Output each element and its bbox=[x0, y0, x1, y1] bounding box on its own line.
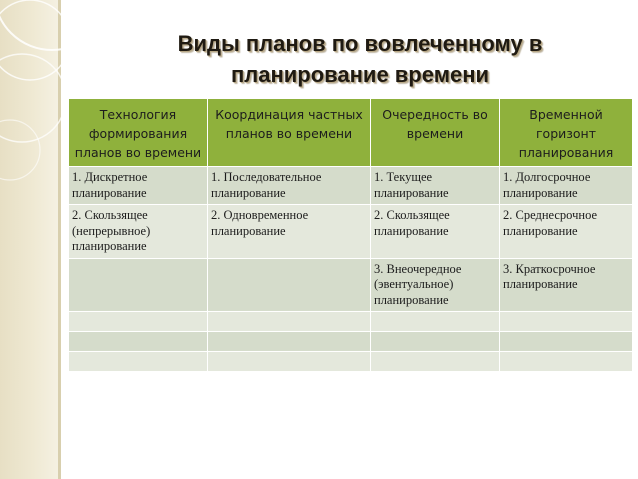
table-cell: 1. Дискретное планирование bbox=[69, 167, 208, 205]
table-cell bbox=[500, 332, 633, 352]
table-cell bbox=[208, 312, 371, 332]
table-cell: 2. Одновременное планирование bbox=[208, 205, 371, 259]
header-technology: Технология формирования планов во времени bbox=[69, 99, 208, 167]
title-line-2: планирование времени bbox=[230, 62, 490, 87]
table-header-row bbox=[69, 99, 633, 167]
table-cell bbox=[208, 258, 371, 312]
table-row bbox=[69, 258, 633, 312]
table-cell bbox=[208, 332, 371, 352]
table-row bbox=[69, 167, 633, 205]
table-cell: 2. Скользящее (непрерывное) планирование bbox=[69, 205, 208, 259]
table-cell: 2. Среднесрочное планирование bbox=[500, 205, 633, 259]
table-cell bbox=[371, 332, 500, 352]
table-cell: 2. Скользящее планирование bbox=[371, 205, 500, 259]
table-row-empty bbox=[69, 352, 633, 372]
table-row-empty bbox=[69, 332, 633, 352]
table-cell bbox=[69, 352, 208, 372]
header-sequence: Очередность во времени bbox=[371, 99, 500, 167]
table-cell: 1. Текущее планирование bbox=[371, 167, 500, 205]
table-cell bbox=[500, 312, 633, 332]
table-cell: 1. Последовательное планирование bbox=[208, 167, 371, 205]
table-cell bbox=[69, 332, 208, 352]
header-coordination: Координация частных планов во времени bbox=[208, 99, 371, 167]
title-line-1: Виды планов по вовлеченному в bbox=[177, 31, 543, 56]
table-cell: 3. Краткосрочное планирование bbox=[500, 258, 633, 312]
table-cell bbox=[69, 312, 208, 332]
slide-title bbox=[150, 28, 570, 90]
plans-table bbox=[68, 98, 633, 372]
table-cell bbox=[69, 258, 208, 312]
table-row bbox=[69, 205, 633, 259]
header-horizon: Временной горизонт планирования bbox=[500, 99, 633, 167]
table-cell: 3. Внеочередное (эвентуальное) планирование bbox=[371, 258, 500, 312]
table-cell bbox=[371, 312, 500, 332]
table-cell bbox=[500, 352, 633, 372]
table-cell bbox=[208, 352, 371, 372]
table-cell bbox=[371, 352, 500, 372]
table-cell: 1. Долгосрочное планирование bbox=[500, 167, 633, 205]
table-row-empty bbox=[69, 312, 633, 332]
